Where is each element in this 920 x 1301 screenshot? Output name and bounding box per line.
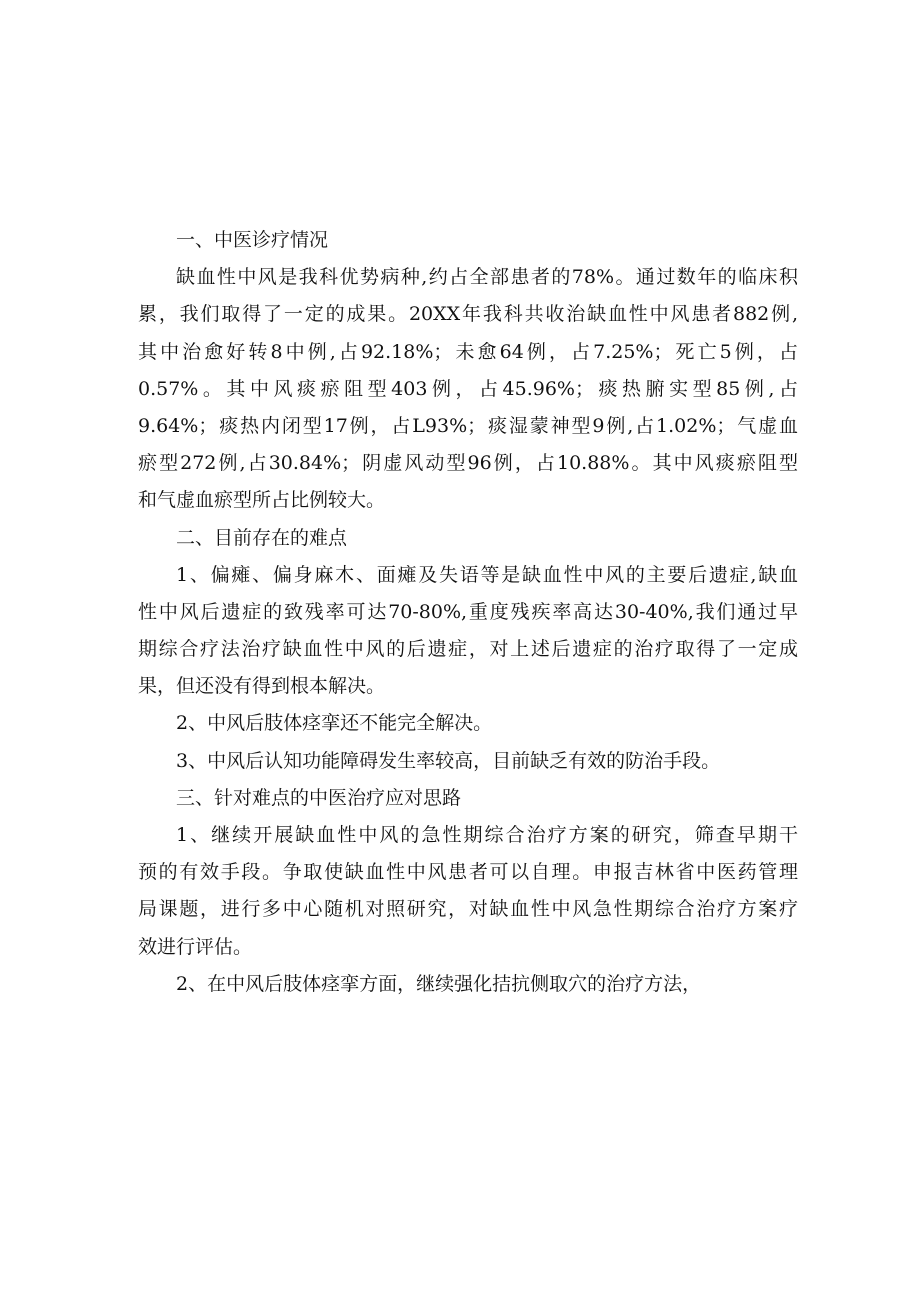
text-line: 2、在中风后肢体痉挛方面，继续强化拮抗侧取穴的治疗方法， [176,972,702,995]
text-line: 瘀型272例,占30.84%；阴虚风动型96例，占10.88%。其中风痰瘀阻型 [138,452,798,475]
text-line: 1、继续开展缺血性中风的急性期综合治疗方案的研究，筛查早期干 [176,824,798,846]
text-line: 和气虚血瘀型所占比例较大。 [138,489,386,512]
text-line: 累，我们取得了一定的成果。20XX年我科共收治缺血性中风患者882例, [138,303,798,326]
text-line: 果，但还没有得到根本解决。 [138,675,386,698]
paragraph [138,259,798,519]
text-line: 其中治愈好转8中例,占92.18%；未愈64例，占7.25%；死亡5例，占 [138,340,798,363]
text-line: 缺血性中风是我科优势病种,约占全部患者的78%。通过数年的临床积 [176,266,798,289]
text-line: 效进行评估。 [138,935,253,958]
document-page [138,222,798,1003]
paragraph [138,557,798,706]
text-line: 2、中风后肢体痉挛还不能完全解决。 [176,712,493,735]
text-line: 9.64%；痰热内闭型17例，占L93%；痰湿蒙神型9例,占1.02%；气虚血 [138,414,798,437]
text-line: 3、中风后认知功能障碍发生率较高，目前缺乏有效的防治手段。 [176,749,721,772]
text-line: 局课题，进行多中心随机对照研究，对缺血性中风急性期综合治疗方案疗 [138,898,798,921]
text-line: 1、偏瘫、偏身麻木、面瘫及失语等是缺血性中风的主要后遗症,缺血 [176,563,798,586]
text-line: 性中风后遗症的致残率可达70-80%,重度残疾率高达30-40%,我们通过早 [138,600,798,623]
text-line: 0.57%。其中风痰瘀阻型403例，占45.96%；痰热腑实型85例,占 [138,377,798,400]
section-heading: 三、针对难点的中医治疗应对思路 [176,786,462,809]
paragraph [138,743,798,780]
paragraph [138,817,798,966]
paragraph [138,705,798,742]
text-line: 期综合疗法治疗缺血性中风的后遗症，对上述后遗症的治疗取得了一定成 [138,638,798,661]
section-heading: 二、目前存在的难点 [176,526,348,549]
section-heading: 一、中医诊疗情况 [176,229,329,251]
paragraph [138,966,798,1003]
text-line: 预的有效手段。争取使缺血性中风患者可以自理。申报吉林省中医药管理 [138,861,798,884]
